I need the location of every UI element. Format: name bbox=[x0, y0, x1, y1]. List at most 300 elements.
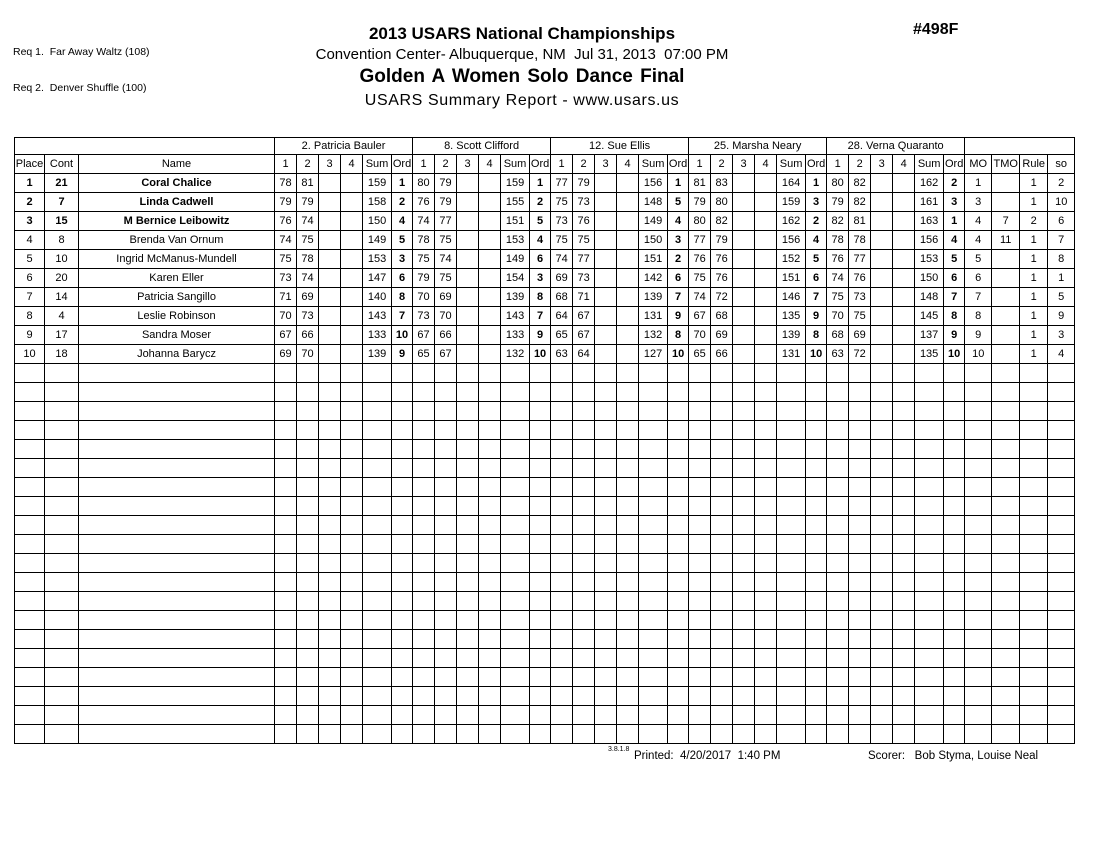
report-type: USARS Summary Report - www.usars.us bbox=[364, 92, 680, 109]
cell-score bbox=[413, 668, 435, 687]
cell-score bbox=[275, 592, 297, 611]
cell-ord bbox=[806, 725, 827, 744]
cell-score bbox=[319, 725, 341, 744]
cell-mo: 1 bbox=[965, 174, 992, 193]
cell-ord bbox=[530, 668, 551, 687]
cell-sum bbox=[777, 573, 806, 592]
empty-row bbox=[15, 649, 1075, 668]
cell-score bbox=[755, 383, 777, 402]
cell-sum: 153 bbox=[363, 250, 392, 269]
cell-ord: 2 bbox=[944, 174, 965, 193]
cell-score bbox=[479, 516, 501, 535]
cell-score bbox=[275, 497, 297, 516]
event-title: Golden A Women Solo Dance Final bbox=[359, 66, 685, 87]
cell-score bbox=[755, 573, 777, 592]
cell-score bbox=[849, 706, 871, 725]
cell-score bbox=[595, 383, 617, 402]
cell-score bbox=[849, 402, 871, 421]
cell-sum bbox=[915, 725, 944, 744]
cell-score bbox=[893, 516, 915, 535]
cell-score bbox=[871, 288, 893, 307]
cell-ord bbox=[944, 364, 965, 383]
cell-score bbox=[617, 421, 639, 440]
cell-score bbox=[827, 497, 849, 516]
cell-score bbox=[341, 478, 363, 497]
cell-score bbox=[275, 535, 297, 554]
empty-row bbox=[15, 535, 1075, 554]
cell-ord bbox=[392, 383, 413, 402]
cell-sum bbox=[777, 649, 806, 668]
cell-score bbox=[413, 383, 435, 402]
cell-score bbox=[319, 535, 341, 554]
cell-score bbox=[689, 364, 711, 383]
cell-score bbox=[435, 516, 457, 535]
cell-score bbox=[457, 611, 479, 630]
column-header-row bbox=[15, 155, 1075, 174]
cell-ord bbox=[944, 383, 965, 402]
cell-score bbox=[413, 630, 435, 649]
cell-score bbox=[711, 497, 733, 516]
cell-score bbox=[479, 212, 501, 231]
cell-sum bbox=[915, 687, 944, 706]
cell-rule bbox=[1020, 649, 1048, 668]
cell-mo: 3 bbox=[965, 193, 992, 212]
cell-sum bbox=[777, 421, 806, 440]
empty-row bbox=[15, 497, 1075, 516]
cell-so bbox=[1048, 668, 1075, 687]
cell-score bbox=[617, 459, 639, 478]
cell-cont: 21 bbox=[45, 174, 79, 193]
col-header-3-judge3: 3 bbox=[595, 155, 617, 174]
cell-score: 70 bbox=[413, 288, 435, 307]
cell-score bbox=[435, 440, 457, 459]
cell-sum bbox=[777, 383, 806, 402]
cell-score bbox=[457, 326, 479, 345]
cell-score bbox=[341, 516, 363, 535]
results-table bbox=[14, 137, 1075, 744]
cell-score bbox=[341, 383, 363, 402]
cell-score bbox=[871, 592, 893, 611]
cell-score bbox=[479, 459, 501, 478]
cell-so: 7 bbox=[1048, 231, 1075, 250]
cell-score bbox=[551, 706, 573, 725]
cell-score bbox=[297, 516, 319, 535]
cell-score bbox=[457, 573, 479, 592]
col-header-ord-judge1: Ord bbox=[392, 155, 413, 174]
cell-score bbox=[849, 459, 871, 478]
col-header-4-judge2: 4 bbox=[479, 155, 501, 174]
cell-ord: 10 bbox=[392, 326, 413, 345]
cell-score bbox=[733, 687, 755, 706]
cell-cont bbox=[45, 459, 79, 478]
cell-sum bbox=[639, 649, 668, 668]
cell-sum: 159 bbox=[777, 193, 806, 212]
cell-score bbox=[479, 231, 501, 250]
empty-row bbox=[15, 459, 1075, 478]
cell-place: 2 bbox=[15, 193, 45, 212]
cell-score bbox=[849, 649, 871, 668]
cell-score bbox=[413, 573, 435, 592]
cell-sum: 159 bbox=[363, 174, 392, 193]
cell-score bbox=[893, 459, 915, 478]
cell-score bbox=[435, 535, 457, 554]
cell-tmo bbox=[992, 706, 1020, 725]
cell-score bbox=[617, 725, 639, 744]
cell-sum: 139 bbox=[363, 345, 392, 364]
cell-name bbox=[79, 573, 275, 592]
cell-cont bbox=[45, 611, 79, 630]
cell-sum bbox=[777, 668, 806, 687]
cell-ord bbox=[944, 706, 965, 725]
cell-rule bbox=[1020, 573, 1048, 592]
cell-score bbox=[297, 668, 319, 687]
cell-score: 75 bbox=[435, 231, 457, 250]
cell-score bbox=[689, 592, 711, 611]
cell-score bbox=[573, 402, 595, 421]
cell-sum bbox=[363, 592, 392, 611]
cell-score bbox=[617, 611, 639, 630]
cell-name bbox=[79, 402, 275, 421]
cell-ord bbox=[530, 383, 551, 402]
cell-score bbox=[341, 440, 363, 459]
result-row bbox=[15, 174, 1075, 193]
cell-ord bbox=[806, 478, 827, 497]
cell-so: 8 bbox=[1048, 250, 1075, 269]
cell-score bbox=[827, 554, 849, 573]
empty-row bbox=[15, 687, 1075, 706]
cell-score bbox=[479, 649, 501, 668]
cell-score bbox=[479, 497, 501, 516]
cell-score bbox=[849, 687, 871, 706]
cell-score bbox=[733, 269, 755, 288]
cell-score bbox=[689, 611, 711, 630]
cell-score bbox=[711, 706, 733, 725]
cell-score bbox=[457, 687, 479, 706]
cell-name bbox=[79, 535, 275, 554]
cell-score bbox=[711, 611, 733, 630]
cell-sum: 158 bbox=[363, 193, 392, 212]
cell-tmo bbox=[992, 250, 1020, 269]
cell-score bbox=[275, 573, 297, 592]
cell-ord bbox=[806, 535, 827, 554]
cell-score bbox=[893, 706, 915, 725]
cell-score bbox=[733, 231, 755, 250]
cell-ord bbox=[668, 668, 689, 687]
cell-name bbox=[79, 554, 275, 573]
cell-so: 9 bbox=[1048, 307, 1075, 326]
cell-score bbox=[479, 288, 501, 307]
cell-ord: 8 bbox=[530, 288, 551, 307]
cell-sum bbox=[915, 383, 944, 402]
cell-score bbox=[755, 516, 777, 535]
result-row bbox=[15, 288, 1075, 307]
cell-score bbox=[689, 402, 711, 421]
cell-score bbox=[755, 402, 777, 421]
cell-score bbox=[595, 668, 617, 687]
cell-score bbox=[689, 383, 711, 402]
cell-score bbox=[733, 592, 755, 611]
cell-tmo bbox=[992, 345, 1020, 364]
cell-score: 69 bbox=[711, 326, 733, 345]
cell-score: 77 bbox=[573, 250, 595, 269]
cell-sum bbox=[501, 554, 530, 573]
cell-score bbox=[457, 459, 479, 478]
cell-score bbox=[595, 459, 617, 478]
cell-score bbox=[341, 687, 363, 706]
cell-score bbox=[479, 706, 501, 725]
cell-score bbox=[849, 497, 871, 516]
cell-sum bbox=[363, 668, 392, 687]
scorer-names bbox=[868, 750, 1038, 762]
cell-score: 80 bbox=[689, 212, 711, 231]
cell-ord: 1 bbox=[944, 212, 965, 231]
cell-sum bbox=[777, 725, 806, 744]
cell-score bbox=[413, 516, 435, 535]
cell-ord: 1 bbox=[806, 174, 827, 193]
cell-rule bbox=[1020, 630, 1048, 649]
cell-score bbox=[617, 516, 639, 535]
cell-so: 6 bbox=[1048, 212, 1075, 231]
cell-score bbox=[711, 402, 733, 421]
cell-score bbox=[893, 212, 915, 231]
cell-score: 74 bbox=[551, 250, 573, 269]
cell-score bbox=[275, 554, 297, 573]
cell-sum bbox=[363, 611, 392, 630]
cell-score: 69 bbox=[435, 288, 457, 307]
judge-4-name: 25. Marsha Neary bbox=[689, 138, 827, 155]
cell-score: 67 bbox=[275, 326, 297, 345]
cell-score bbox=[413, 687, 435, 706]
cell-sum bbox=[639, 364, 668, 383]
cell-ord: 9 bbox=[530, 326, 551, 345]
cell-score bbox=[711, 535, 733, 554]
cell-ord bbox=[668, 706, 689, 725]
cell-rule bbox=[1020, 459, 1048, 478]
col-header-ord-judge2: Ord bbox=[530, 155, 551, 174]
cell-score: 73 bbox=[275, 269, 297, 288]
cell-score bbox=[871, 250, 893, 269]
cell-score bbox=[551, 364, 573, 383]
col-header-cont: Cont bbox=[45, 155, 79, 174]
cell-score bbox=[479, 630, 501, 649]
cell-sum bbox=[639, 383, 668, 402]
cell-score: 70 bbox=[689, 326, 711, 345]
cell-score bbox=[711, 649, 733, 668]
report-header bbox=[0, 24, 1044, 110]
cell-score bbox=[435, 725, 457, 744]
cell-score bbox=[617, 307, 639, 326]
cell-score bbox=[413, 421, 435, 440]
cell-sum bbox=[363, 649, 392, 668]
cell-ord bbox=[392, 402, 413, 421]
cell-sum bbox=[915, 611, 944, 630]
cell-so bbox=[1048, 516, 1075, 535]
cell-place: 9 bbox=[15, 326, 45, 345]
cell-score bbox=[733, 573, 755, 592]
cell-sum: 139 bbox=[777, 326, 806, 345]
cell-sum: 151 bbox=[501, 212, 530, 231]
cell-sum bbox=[777, 611, 806, 630]
cell-score bbox=[893, 535, 915, 554]
cell-score bbox=[479, 573, 501, 592]
cell-score bbox=[733, 478, 755, 497]
scorer-value: Bob Styma, Louise Neal bbox=[905, 750, 1039, 762]
cell-score bbox=[849, 364, 871, 383]
cell-score: 73 bbox=[573, 193, 595, 212]
cell-ord bbox=[668, 592, 689, 611]
cell-score bbox=[755, 440, 777, 459]
col-header-2-judge4: 2 bbox=[711, 155, 733, 174]
cell-score bbox=[733, 459, 755, 478]
cell-sum bbox=[915, 440, 944, 459]
cell-sum bbox=[363, 497, 392, 516]
cell-sum bbox=[777, 440, 806, 459]
cell-score bbox=[893, 307, 915, 326]
cell-so: 5 bbox=[1048, 288, 1075, 307]
cell-ord bbox=[530, 725, 551, 744]
cell-rule: 2 bbox=[1020, 212, 1048, 231]
cell-score bbox=[413, 611, 435, 630]
empty-row bbox=[15, 478, 1075, 497]
cell-ord bbox=[530, 535, 551, 554]
cell-sum: 150 bbox=[363, 212, 392, 231]
cell-score bbox=[479, 535, 501, 554]
cell-ord bbox=[392, 725, 413, 744]
cell-score bbox=[413, 402, 435, 421]
col-header-sum-judge3: Sum bbox=[639, 155, 668, 174]
cell-sum bbox=[915, 592, 944, 611]
cell-cont bbox=[45, 440, 79, 459]
col-header-4-judge5: 4 bbox=[893, 155, 915, 174]
cell-ord bbox=[392, 421, 413, 440]
result-row bbox=[15, 231, 1075, 250]
cell-score bbox=[435, 592, 457, 611]
cell-score bbox=[755, 307, 777, 326]
cell-score bbox=[341, 307, 363, 326]
cell-rule bbox=[1020, 497, 1048, 516]
cell-score: 73 bbox=[551, 212, 573, 231]
result-row bbox=[15, 345, 1075, 364]
cell-sum bbox=[639, 478, 668, 497]
cell-score: 70 bbox=[435, 307, 457, 326]
cell-sum bbox=[501, 364, 530, 383]
cell-sum bbox=[501, 459, 530, 478]
cell-score: 71 bbox=[275, 288, 297, 307]
cell-score: 70 bbox=[297, 345, 319, 364]
cell-score bbox=[479, 592, 501, 611]
cell-score bbox=[755, 554, 777, 573]
cell-sum bbox=[639, 535, 668, 554]
col-header-1-judge5: 1 bbox=[827, 155, 849, 174]
cell-score bbox=[457, 193, 479, 212]
cell-score bbox=[755, 459, 777, 478]
cell-score bbox=[893, 725, 915, 744]
cell-score bbox=[275, 611, 297, 630]
cell-score bbox=[457, 288, 479, 307]
cell-sum: 156 bbox=[777, 231, 806, 250]
cell-ord bbox=[806, 573, 827, 592]
cell-score bbox=[689, 497, 711, 516]
cell-score bbox=[595, 535, 617, 554]
cell-score: 73 bbox=[297, 307, 319, 326]
cell-score bbox=[595, 592, 617, 611]
cell-ord: 8 bbox=[392, 288, 413, 307]
cell-score bbox=[733, 725, 755, 744]
cell-score bbox=[617, 193, 639, 212]
cell-name bbox=[79, 421, 275, 440]
cell-score bbox=[275, 421, 297, 440]
cell-ord bbox=[530, 706, 551, 725]
cell-score bbox=[617, 383, 639, 402]
cell-score: 70 bbox=[827, 307, 849, 326]
cell-score bbox=[755, 288, 777, 307]
cell-score bbox=[617, 592, 639, 611]
cell-score: 79 bbox=[827, 193, 849, 212]
cell-ord bbox=[668, 440, 689, 459]
cell-cont bbox=[45, 554, 79, 573]
cell-ord: 3 bbox=[806, 193, 827, 212]
cell-place bbox=[15, 516, 45, 535]
cell-score bbox=[711, 516, 733, 535]
cell-cont: 20 bbox=[45, 269, 79, 288]
cell-ord bbox=[806, 402, 827, 421]
cell-sum bbox=[363, 687, 392, 706]
cell-score bbox=[551, 649, 573, 668]
cell-sum: 149 bbox=[639, 212, 668, 231]
cell-score bbox=[871, 383, 893, 402]
cell-score: 78 bbox=[275, 174, 297, 193]
cell-sum bbox=[915, 668, 944, 687]
cell-score bbox=[457, 174, 479, 193]
cell-score: 76 bbox=[275, 212, 297, 231]
cell-ord bbox=[392, 649, 413, 668]
cell-sum: 145 bbox=[915, 307, 944, 326]
cell-ord bbox=[530, 440, 551, 459]
cell-place bbox=[15, 478, 45, 497]
cell-score bbox=[479, 193, 501, 212]
cell-score bbox=[297, 554, 319, 573]
cell-score: 77 bbox=[849, 250, 871, 269]
cell-sum bbox=[363, 516, 392, 535]
cell-cont bbox=[45, 402, 79, 421]
empty-row bbox=[15, 725, 1075, 744]
cell-score bbox=[319, 345, 341, 364]
cell-score: 74 bbox=[413, 212, 435, 231]
cell-score bbox=[413, 649, 435, 668]
cell-ord: 1 bbox=[530, 174, 551, 193]
cell-ord: 4 bbox=[944, 231, 965, 250]
cell-score bbox=[479, 440, 501, 459]
cell-score bbox=[755, 250, 777, 269]
cell-score bbox=[871, 706, 893, 725]
cell-score: 63 bbox=[827, 345, 849, 364]
cell-tmo bbox=[992, 725, 1020, 744]
cell-score: 76 bbox=[573, 212, 595, 231]
cell-cont: 17 bbox=[45, 326, 79, 345]
cell-score bbox=[573, 611, 595, 630]
cell-score bbox=[595, 326, 617, 345]
cell-score bbox=[733, 383, 755, 402]
cell-score: 79 bbox=[435, 193, 457, 212]
cell-rule bbox=[1020, 611, 1048, 630]
cell-ord bbox=[392, 573, 413, 592]
cell-tmo bbox=[992, 592, 1020, 611]
cell-ord bbox=[668, 649, 689, 668]
cell-score bbox=[319, 383, 341, 402]
cell-score bbox=[689, 687, 711, 706]
cell-score bbox=[319, 250, 341, 269]
col-header-4-judge1: 4 bbox=[341, 155, 363, 174]
